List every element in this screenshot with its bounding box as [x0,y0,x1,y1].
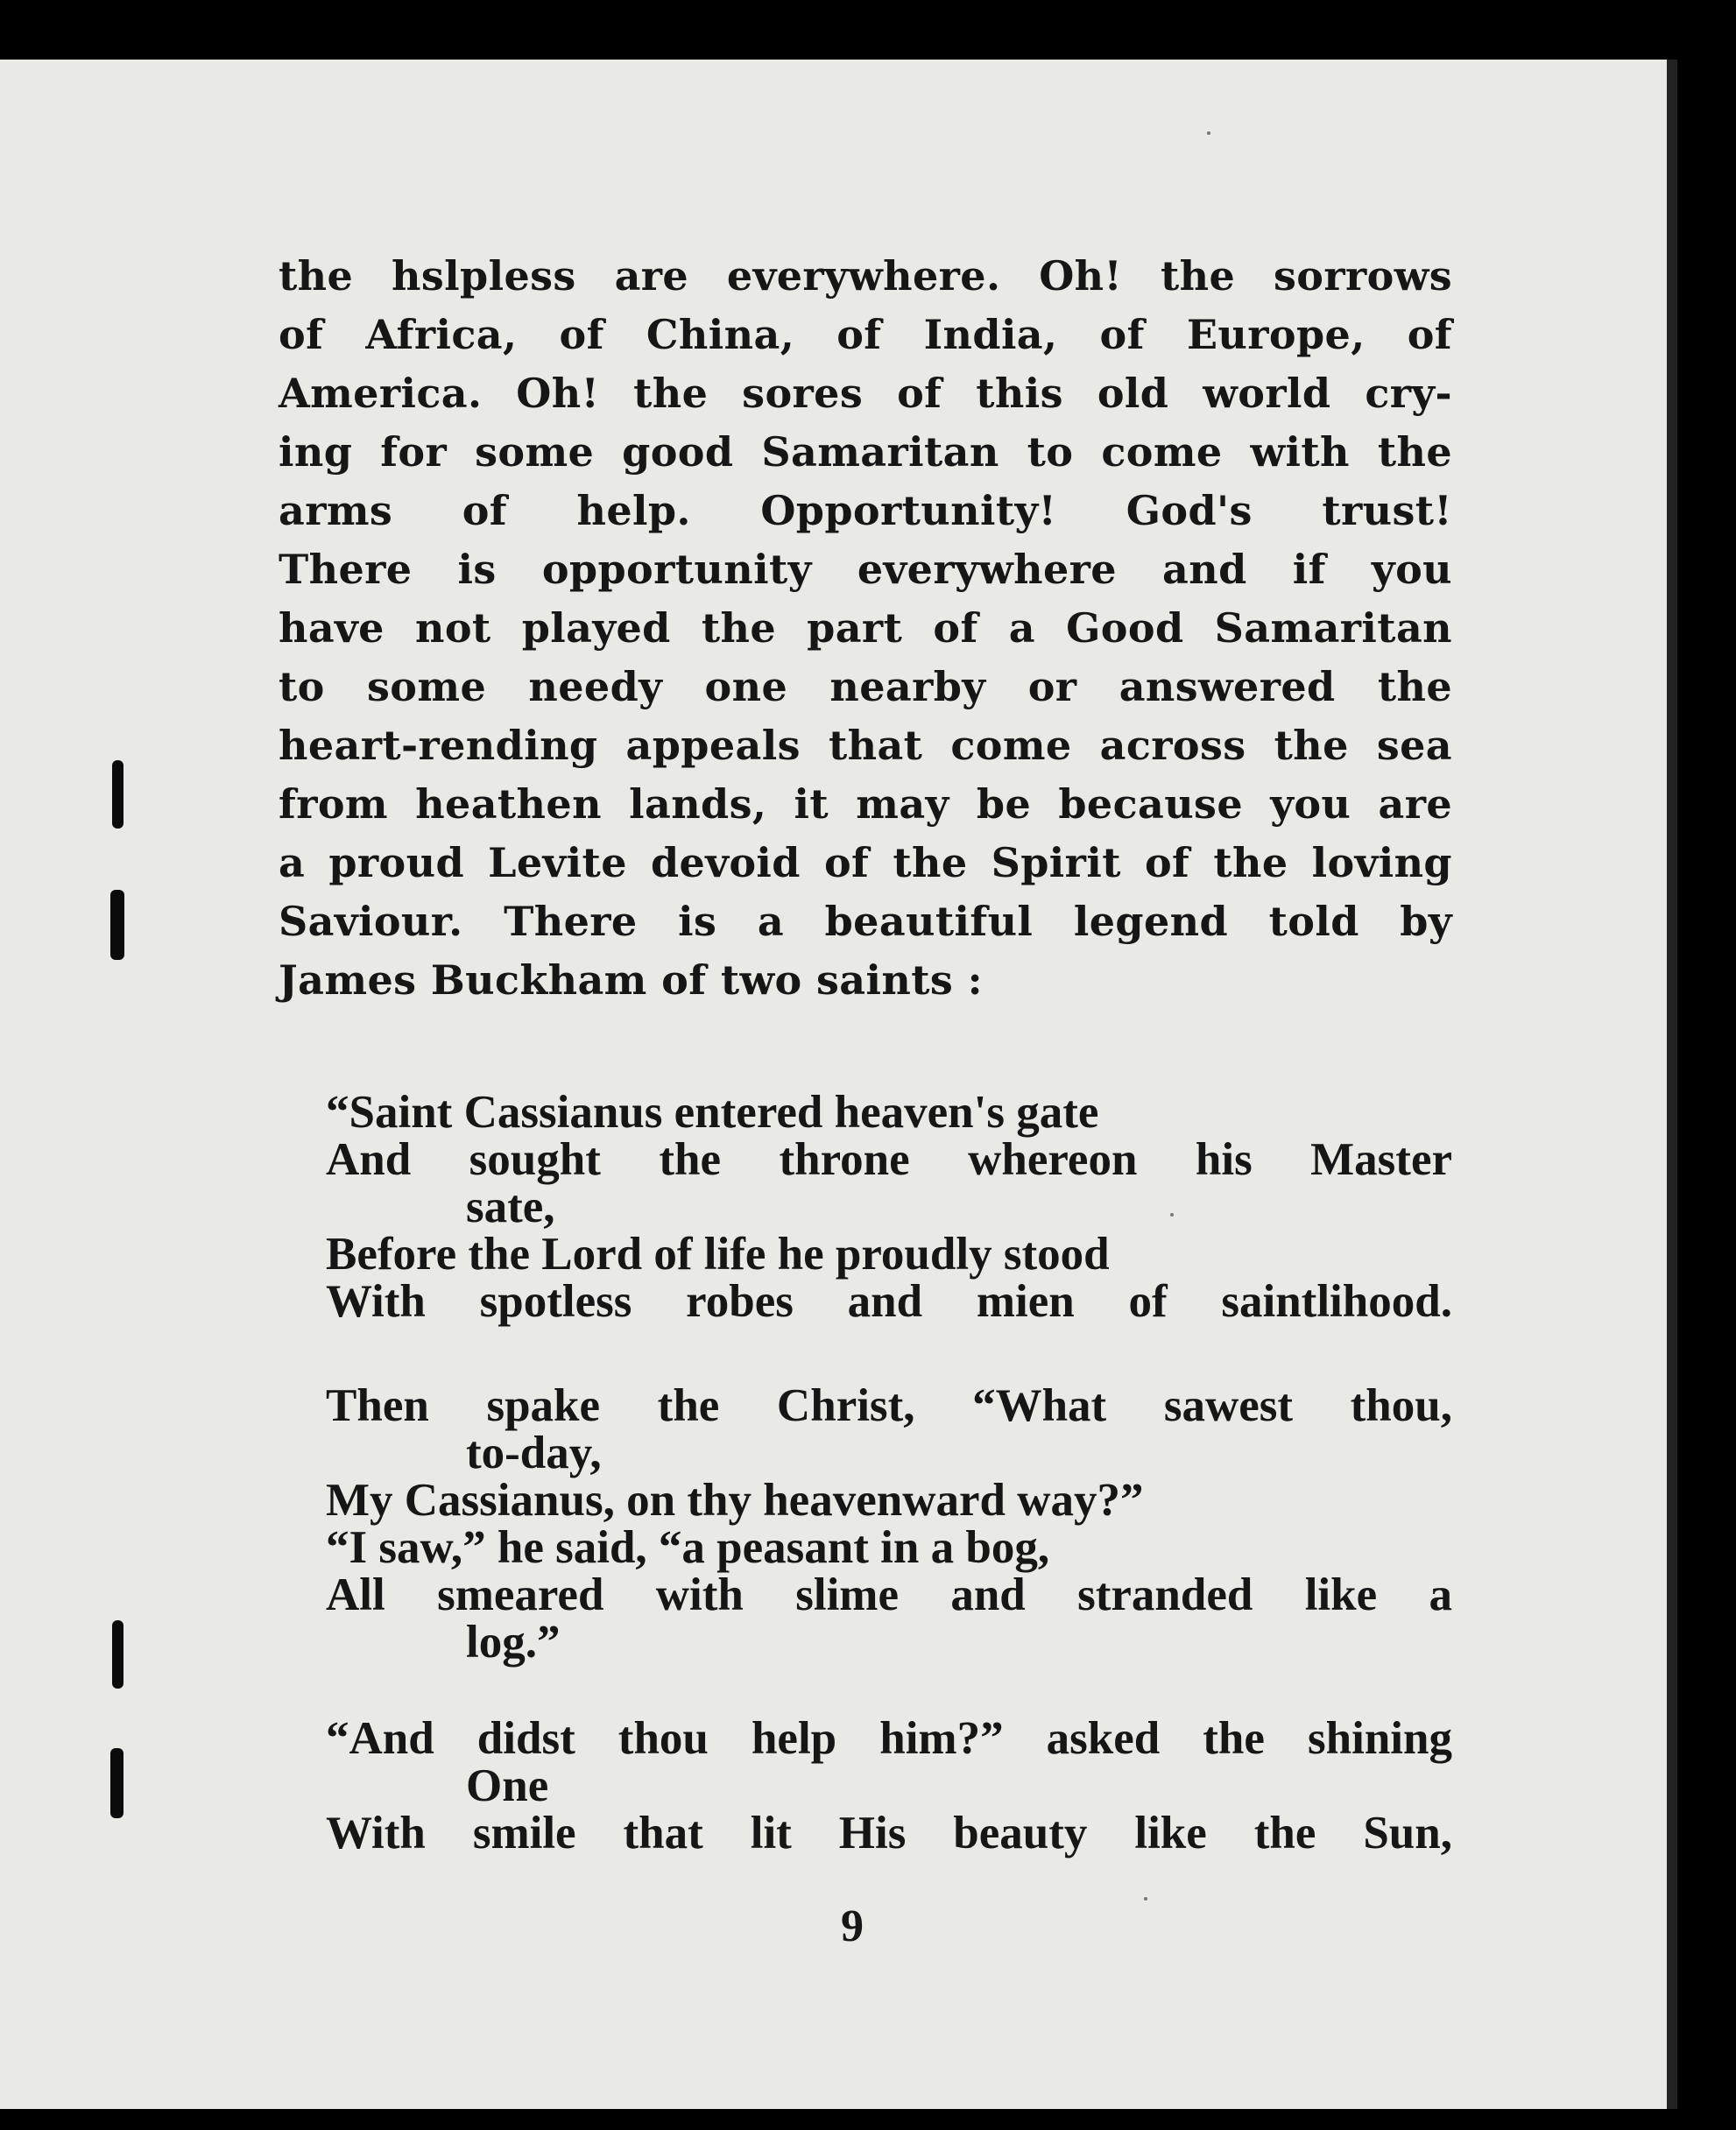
prose-line: to some needy one nearby or answered the [279,663,1452,710]
verse-line: to-day, [466,1428,602,1478]
prose-line: There is opportunity everywhere and if you [279,546,1452,593]
binding-thread-mark [110,890,124,960]
verse-line: sate, [466,1181,555,1232]
prose-line: ing for some good Samaritan to come with the [279,428,1452,476]
verse-line: “I saw,” he said, “a peasant in a bog, [326,1522,1050,1573]
verse-line: All smeared with slime and stranded like a [326,1569,1452,1620]
prose-line: have not played the part of a Good Samaritan [279,604,1452,652]
scan-speck [1144,1897,1147,1901]
verse-line: With smile that lit His beauty like the Sun, [326,1808,1452,1858]
prose-line: the hslpless are everywhere. Oh! the sorrows [279,252,1452,300]
verse-line: log.” [466,1617,561,1668]
prose-line: arms of help. Opportunity! God's trust! [279,487,1452,534]
verse-line: “Saint Cassianus entered heaven's gate [326,1087,1099,1138]
verse-line: Before the Lord of life he proudly stood [326,1229,1110,1280]
prose-line: from heathen lands, it may be because you are [279,780,1452,828]
poem-stanza-3 [326,1715,1452,1857]
scan-speck [1207,131,1210,135]
verse-line: “And didst thou help him?” asked the shining [326,1713,1452,1764]
prose-line: a proud Levite devoid of the Spirit of the loving [279,839,1452,886]
verse-line: And sought the throne whereon his Master [326,1134,1452,1185]
binding-thread-mark [112,1620,123,1689]
prose-line: heart-rending appeals that come across the sea [279,722,1452,769]
binding-thread-mark [110,1748,123,1818]
prose-line: America. Oh! the sores of this old world cry- [279,370,1452,417]
prose-line: James Buckham of two saints : [279,956,983,1004]
verse-line: Then spake the Christ, “What sawest thou, [326,1380,1452,1431]
page-number: 9 [841,1901,864,1951]
prose-line: of Africa, of China, of India, of Europe, of [279,311,1452,358]
prose-line: Saviour. There is a beautiful legend told by [279,898,1452,945]
verse-line: One [466,1760,549,1811]
poem-stanza-1 [326,1089,1452,1325]
prose-paragraph [279,247,1452,1010]
verse-line: With spotless robes and mien of saintlihood. [326,1276,1452,1327]
poem-stanza-2 [326,1382,1452,1666]
verse-line: My Cassianus, on thy heavenward way?” [326,1475,1144,1526]
binding-thread-mark [112,760,123,829]
